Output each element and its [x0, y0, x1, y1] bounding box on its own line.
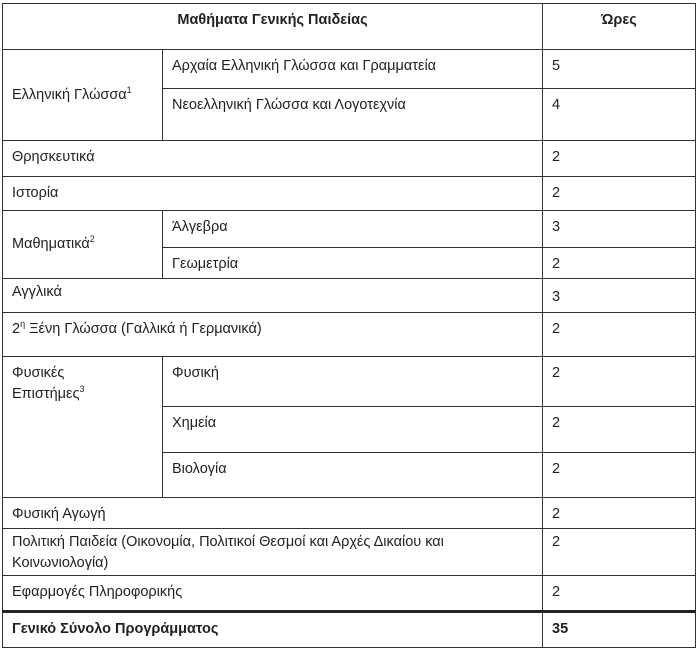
subject-name: Φυσική Αγωγή — [3, 498, 543, 529]
subject-hours: 3 — [543, 279, 696, 313]
greek-language-cell — [3, 50, 163, 141]
total-hours: 35 — [543, 612, 696, 648]
subject-name: Νεοελληνική Γλώσσα και Λογοτεχνία — [163, 89, 543, 141]
table-row — [3, 313, 696, 357]
subject-hours: 2 — [543, 248, 696, 279]
subject-name: Θρησκευτικά — [3, 141, 543, 177]
table-row — [3, 211, 696, 248]
footnote-marker: 1 — [126, 84, 132, 95]
table-row — [3, 576, 696, 612]
subject-name: Πολιτική Παιδεία (Οικονομία, Πολιτικοί Θεσμοί και Αρχές Δικαίου και Κοινωνιολογία) — [3, 529, 543, 576]
subject-hours: 2 — [543, 576, 696, 612]
subject-hours: 2 — [543, 407, 696, 453]
hours-header: Ώρες — [543, 4, 696, 50]
total-label: Γενικό Σύνολο Προγράμματος — [3, 612, 543, 648]
subject-hours: 2 — [543, 498, 696, 529]
sciences-label-line1: Φυσικές — [12, 365, 65, 381]
sciences-cell — [3, 357, 163, 498]
subject-name: Ιστορία — [3, 177, 543, 211]
subject-hours: 4 — [543, 89, 696, 141]
table-row — [3, 177, 696, 211]
subject-hours: 3 — [543, 211, 696, 248]
greek-language-label: Ελληνική Γλώσσα — [12, 86, 127, 103]
curriculum-table — [2, 3, 696, 648]
table-row — [3, 529, 696, 576]
subject-hours: 2 — [543, 313, 696, 357]
header-row — [3, 4, 696, 50]
ordinal-number: 2 — [12, 321, 21, 337]
subject-hours: 2 — [543, 529, 696, 576]
subject-name: Γεωμετρία — [163, 248, 543, 279]
table-row — [3, 50, 696, 89]
subject-hours: 2 — [543, 357, 696, 407]
subject-name: Αρχαία Ελληνική Γλώσσα και Γραμματεία — [163, 50, 543, 89]
table-row — [3, 141, 696, 177]
subject-name: Χημεία — [163, 407, 543, 453]
mathematics-label: Μαθηματικά — [12, 236, 90, 252]
ordinal-suffix: η — [20, 319, 26, 330]
subject-name: Άλγεβρα — [163, 211, 543, 248]
subject-name: Αγγλικά — [3, 279, 543, 313]
subject-hours: 2 — [543, 453, 696, 498]
subject-hours: 5 — [543, 50, 696, 89]
table-row — [3, 279, 696, 313]
total-row — [3, 612, 696, 648]
subject-hours: 2 — [543, 177, 696, 211]
subject-name: Εφαρμογές Πληροφορικής — [3, 576, 543, 612]
footnote-marker: 3 — [79, 384, 85, 395]
sciences-label-line2: Επιστήμες — [12, 386, 80, 402]
subject-name: Ξένη Γλώσσα (Γαλλικά ή Γερμανικά) — [25, 321, 262, 337]
table-row — [3, 357, 696, 407]
second-language-cell — [3, 313, 543, 357]
mathematics-cell — [3, 211, 163, 279]
subject-name: Φυσική — [163, 357, 543, 407]
table-row — [3, 498, 696, 529]
subjects-header: Μαθήματα Γενικής Παιδείας — [3, 4, 543, 50]
subject-hours: 2 — [543, 141, 696, 177]
subject-name: Βιολογία — [163, 453, 543, 498]
footnote-marker: 2 — [89, 234, 95, 245]
